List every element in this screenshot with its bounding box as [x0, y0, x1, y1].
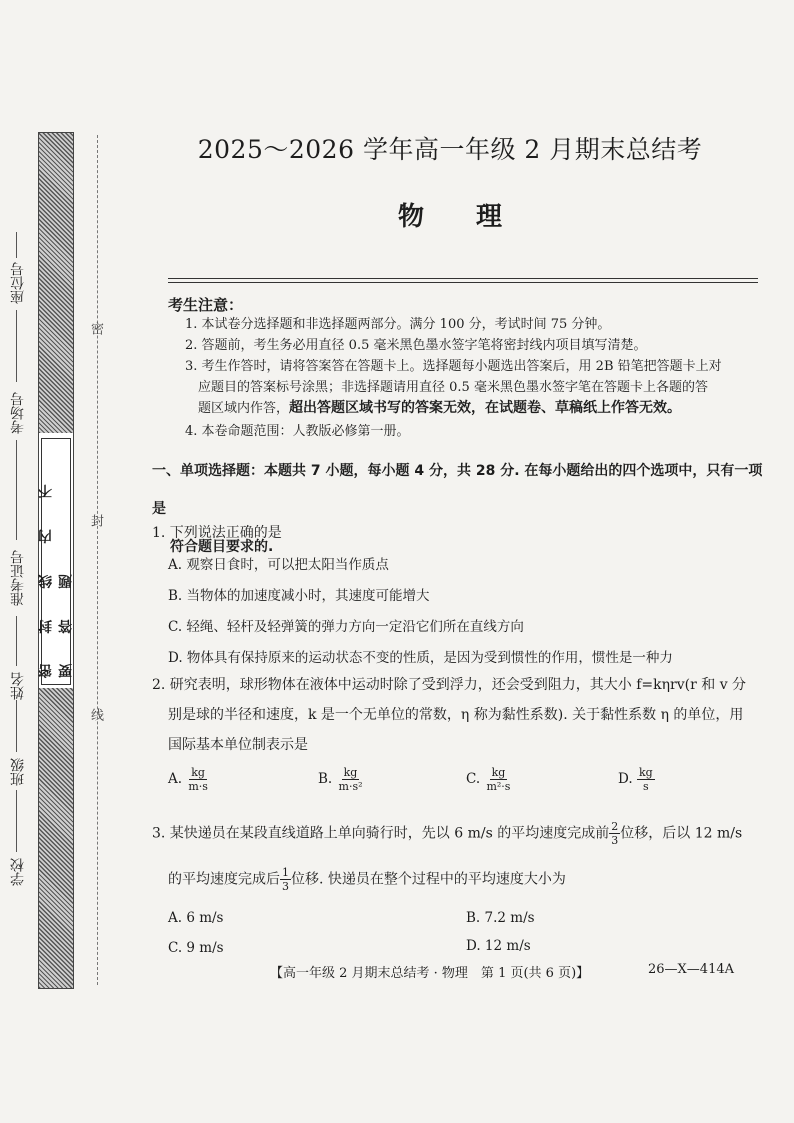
q2-option-b-num: kg	[343, 766, 358, 779]
q2-option-c-label: C.	[466, 771, 481, 787]
q2-option-d-den: s	[642, 780, 649, 793]
notice-item-2: 2. 答题前，考生务必用直径 0.5 毫米黑色墨水签字笔将密封线内项目填写清楚。	[185, 338, 647, 353]
paper-code: 26—X—414A	[648, 962, 734, 977]
q3-stem-2a: 的平均速度完成后	[168, 871, 280, 888]
q1-option-d: D. 物体具有保持原来的运动状态不变的性质，是因为受到惯性的作用，惯性是一种力	[168, 650, 673, 666]
school-field-label: 学校	[10, 858, 26, 886]
notice-heading: 考生注意：	[168, 296, 244, 314]
q3-stem-line-1	[152, 820, 742, 847]
header-rule-thin	[168, 282, 758, 283]
q2-option-a-label: A.	[168, 771, 183, 787]
q2-stem-line-2: 别是球的半径和速度，k 是一个无单位的常数，η 称为黏性系数). 关于黏性系数 η 的单位，用	[168, 707, 744, 723]
q1-stem: 1. 下列说法正确的是	[152, 525, 282, 541]
notice-item-3-tail: 题区域内作答，	[198, 401, 290, 416]
notice-item-3-cont: 应题目的答案标号涂黑；非选择题请用直径 0.5 毫米黑色墨水签字笔在答题卡上各题的答	[198, 380, 708, 395]
q2-option-b	[318, 766, 365, 793]
exam-title: 2025～2026 学年高一年级 2 月期末总结考	[197, 135, 703, 164]
q2-option-b-den: m·s²	[338, 780, 363, 793]
q2-option-b-label: B.	[318, 771, 333, 787]
no-answer-notice: 密 封 线 内 不 要 答 题	[38, 471, 74, 678]
q2-option-d	[618, 766, 655, 793]
admission-number-field-label: 准考证号	[10, 550, 26, 606]
q3-fraction-one-third	[280, 866, 291, 893]
binding-hatch-bottom	[39, 688, 73, 988]
seat-number-field-label: 座位号	[10, 262, 26, 304]
admission-number-field-line[interactable]	[16, 440, 17, 540]
q3-option-c: C. 9 m/s	[168, 940, 224, 956]
q2-option-a-fraction	[186, 766, 210, 793]
binding-strip	[38, 132, 74, 989]
q1-option-b: B. 当物体的加速度减小时，其速度可能增大	[168, 588, 430, 604]
header-rule-thick	[168, 278, 758, 279]
q3-frac2-num: 1	[282, 866, 289, 879]
exam-room-field-label: 考场号	[10, 392, 26, 434]
q3-fraction-two-thirds	[609, 820, 620, 847]
cut-mark-xian: 线	[88, 708, 103, 721]
q2-option-b-fraction	[337, 766, 365, 793]
section-1-heading	[152, 452, 764, 566]
q2-option-c-fraction	[484, 766, 512, 793]
cut-mark-mi: 密	[88, 322, 103, 335]
q2-option-a	[168, 766, 210, 793]
q3-option-b: B. 7.2 m/s	[466, 910, 535, 926]
subject-title: 物理	[397, 202, 554, 232]
q1-option-c: C. 轻绳、轻杆及轻弹簧的弹力方向一定沿它们所在直线方向	[168, 619, 524, 635]
notice-item-4: 4. 本卷命题范围：人教版必修第一册。	[185, 424, 410, 439]
q2-stem-line-1: 2. 研究表明，球形物体在液体中运动时除了受到浮力，还会受到阻力，其大小 f=kηrv(r 和 v 分	[152, 677, 747, 693]
page-footer: 【高一年级 2 月期末总结考 · 物理 第 1 页(共 6 页)】	[270, 966, 590, 981]
q2-option-a-num: kg	[191, 766, 205, 779]
q3-frac2-den: 3	[282, 880, 289, 893]
no-answer-notice-box	[38, 438, 74, 685]
notice-item-3-end	[198, 398, 760, 419]
q1-option-a: A. 观察日食时，可以把太阳当作质点	[168, 557, 389, 573]
name-field-line[interactable]	[16, 616, 17, 666]
section-1-line-2: 符合题目要求的.	[170, 539, 274, 555]
q2-option-d-label: D.	[618, 771, 633, 787]
cut-mark-feng: 封	[88, 514, 103, 527]
q2-option-c-den: m²·s	[486, 780, 511, 793]
class-field-label: 班级	[10, 758, 26, 786]
q3-stem-2b: 位移. 快递员在整个过程中的平均速度大小为	[291, 871, 566, 888]
notice-item-1: 1. 本试卷分选择题和非选择题两部分。满分 100 分，考试时间 75 分钟。	[185, 317, 611, 332]
q2-option-a-den: m·s	[188, 780, 208, 793]
q2-option-d-fraction	[637, 766, 655, 793]
binding-hatch-top	[39, 133, 73, 433]
q3-option-a: A. 6 m/s	[168, 910, 224, 926]
q3-stem-1a: 3. 某快递员在某段直线道路上单向骑行时，先以 6 m/s 的平均速度完成前	[152, 825, 610, 842]
q3-stem-line-2	[168, 866, 566, 893]
name-field-label: 姓名	[10, 672, 26, 700]
q2-stem-line-3: 国际基本单位制表示是	[168, 737, 308, 753]
class-field-line[interactable]	[16, 700, 17, 752]
seal-cut-line	[97, 135, 98, 985]
q2-option-d-num: kg	[638, 766, 653, 779]
notice-item-3: 3. 考生作答时，请将答案答在答题卡上。选择题每小题选出答案后，用 2B 铅笔把答题卡上对	[185, 359, 722, 374]
exam-room-field-line[interactable]	[16, 310, 17, 382]
q3-frac1-num: 2	[611, 820, 619, 833]
notice-emphasis: 超出答题区域书写的答案无效，在试题卷、草稿纸上作答无效。	[289, 400, 682, 416]
section-1-line-1: 一、单项选择题：本题共 7 小题，每小题 4 分，共 28 分. 在每小题给出的四个选项中，只有一项是	[152, 463, 763, 517]
q3-frac1-den: 3	[611, 834, 619, 847]
seat-number-field-line[interactable]	[16, 232, 17, 258]
school-field-line[interactable]	[16, 790, 17, 852]
q3-stem-1b: 位移，后以 12 m/s	[620, 825, 743, 842]
q2-option-c-num: kg	[491, 766, 506, 779]
q2-option-c	[466, 766, 512, 793]
q3-option-d: D. 12 m/s	[466, 938, 531, 954]
